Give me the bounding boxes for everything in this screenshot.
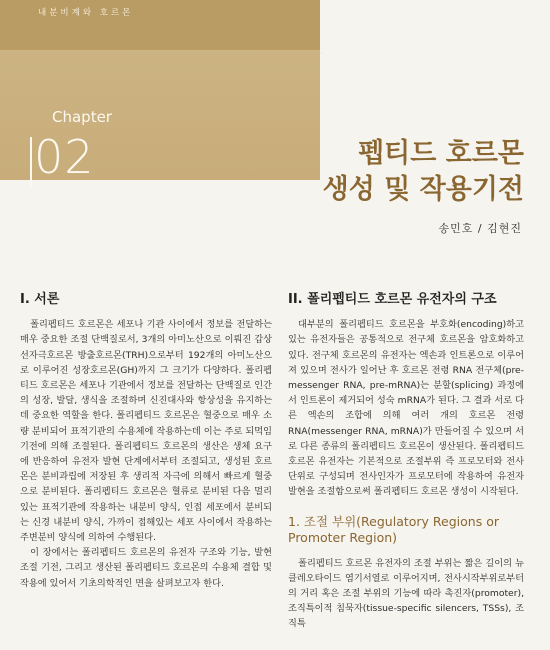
chapter-title: [323, 136, 524, 208]
left-column: [20, 292, 272, 591]
intro-paragraph-1: 폴리펩티드 호르몬은 세포나 기관 사이에서 정보를 전달하는 매우 중요한 조절 단백질로서, 3개의 아미노산으로 이뤄진 갑상선자극호르몬 방출호르몬(TRH)으로부터 192개의 아미노산으로 이루어진 성장호르몬(GH)까지 그 크기가 다양하다. 폴리펩티드 호르몬은 세포나 기관에서 정보를 전달하는 단백질로 인간의 성장, 발달, 생식을 조절하며 신진대사와 항상성을 유지하는데 중요한 역할을 한다. 폴리펩티드 호르몬은 혈중으로 매우 소량 분비되어 표적기관의 수용체에 작용하는데 이는 주로 되먹임 기전에 의해 조절된다. 폴리펩티드 호르몬의 생산은 생체 요구에 반응하여 유전자 발현 단계에서부터 조절되고, 생성된 호르몬은 분비과립에 저장된 후 생리적 자극에 의해서 빠르게 혈중으로 분비된다. 폴리펩티드 호르몬은 혈류로 분비된 다음 멀리 있는 표적기관에 작용하는 내분비 양식, 인접 세포에서 분비되는 신경 내분비 양식, 가까이 접해있는 세포 사이에서 작용하는 주변분비 양식에 의하여 수행된다.: [20, 319, 272, 544]
structure-paragraph-1: 대부분의 폴리펩티드 호르몬을 부호화(encoding)하고 있는 유전자들은 공통적으로 전구체 호르몬을 암호화하고 있다. 전구체 호르몬의 유전자는 엑손과 인트론으로 이루어져 있으며 전사가 일어난 후 호르몬 전령 RNA 전구체(pre-messenger RNA, pre-mRNA)는 분할(splicing) 과정에서 인트론이 제거되어 성숙 mRNA가 된다. 그 결과 서로 다른 엑손의 조합에 의해 여러 개의 호르몬 전령 RNA(messenger RNA, mRNA)가 만들어질 수 있으며 서로 다른 종류의 폴리펩티드 호르몬이 생산된다. 폴리펩티드 호르몬 유전자는 기본적으로 조절부위 즉 프로모터와 전사단위로 구성되며 전사인자가 프로모터에 작용하여 유전자 발현을 조절함으로써 폴리펩티드 호르몬 생성이 시작된다.: [288, 319, 524, 498]
authors: 송민호 / 김현진: [438, 222, 522, 235]
section-heading-intro: I. 서론: [20, 292, 60, 307]
right-column: [288, 292, 524, 632]
chapter-label: Chapter: [52, 108, 112, 126]
regulatory-paragraph: 폴리펩티드 호르몬 유전자의 조절 부위는 짧은 길이의 뉴클레오타이드 염기서열로 이루어지며, 전사시작부위로부터의 거리 혹은 조절 부위의 기능에 따라 촉진자(promoter), 조직특이적 침묵자(tissue-specific silencers, TSSs), 조직특: [288, 557, 524, 630]
chapter-number: 02: [34, 130, 95, 184]
bleed-through-background: ·: [320, 49, 323, 58]
intro-paragraph-2: 이 장에서는 폴리펩티드 호르몬의 유전자 구조와 기능, 발현 조절 기전, 그리고 생산된 폴리펩티드 호르몬의 수용체 결합 및 작용에 있어서 기초의학적인 면을 살펴보고자 한다.: [20, 547, 272, 589]
chapter-title-line1: 펩티드 호르몬: [358, 138, 524, 169]
running-head: 내분비계와 호르몬: [38, 8, 134, 18]
subsection-heading-regulatory: 1. 조절 부위(Regulatory Regions or Promoter Region): [288, 513, 499, 545]
section-heading-structure: II. 폴리펩티드 호르몬 유전자의 구조: [288, 292, 497, 307]
chapter-title-line2: 생성 및 작용기전: [322, 174, 524, 205]
